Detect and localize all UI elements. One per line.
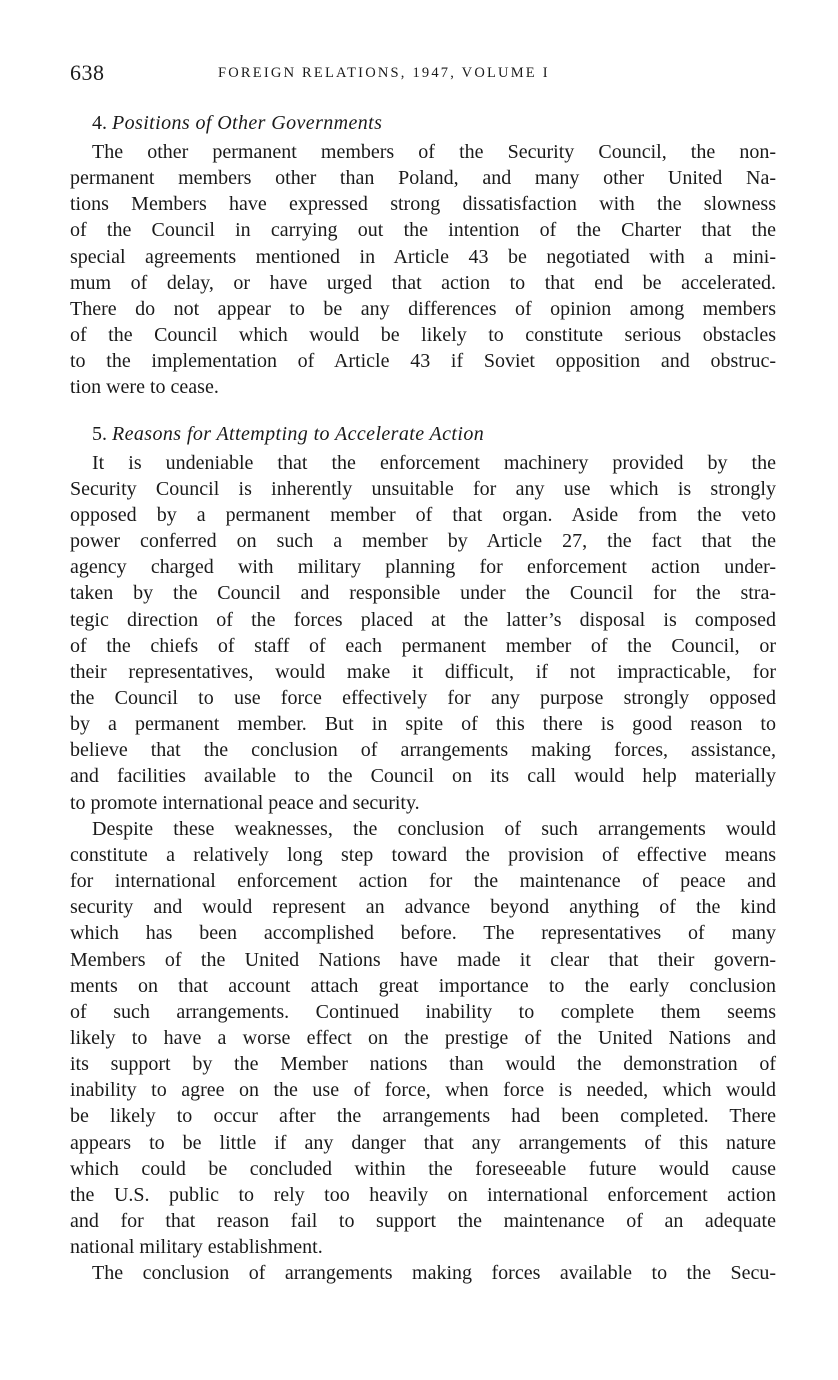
text-line: likely to have a worse effect on the prestige of the United Nations and [70, 1027, 776, 1049]
running-title: FOREIGN RELATIONS, 1947, VOLUME I [218, 65, 550, 81]
text-line: and for that reason fail to support the maintenance of an adequate [70, 1210, 776, 1233]
text-line: their representatives, would make it difficult, if not impracticable, for [70, 660, 776, 683]
text-line: Security Council is inherently unsuitable for any use which is strongly [70, 477, 776, 500]
text-line: of the chiefs of staff of each permanent member of the Council, or [70, 634, 776, 657]
text-line: appears to be little if any danger that any arrangements of this nature [70, 1131, 776, 1154]
text-line: tion were to cease. [70, 376, 219, 399]
text-line: the Council to use force effectively for any purpose strongly opposed [70, 686, 776, 709]
text-line: taken by the Council and responsible under the Council for the stra- [70, 582, 776, 605]
text-line: constitute a relatively long step toward the provision of effective means [70, 843, 776, 866]
document-page [70, 60, 776, 1287]
text-line: of the Council in carrying out the intention of the Charter that the [70, 219, 776, 242]
text-line: which could be concluded within the foreseeable future would cause [70, 1157, 776, 1180]
text-line: agency charged with military planning for enforcement action under- [70, 556, 776, 579]
paragraph [70, 139, 776, 401]
page-number: 638 [70, 60, 105, 85]
text-line: Despite these weaknesses, the conclusion of such arrangements would [92, 817, 776, 840]
text-line: The conclusion of arrangements making forces available to the Secu- [92, 1262, 776, 1285]
section-title: Positions of Other Governments [112, 112, 383, 134]
text-line: ments on that account attach great importance to the early conclusion [70, 974, 776, 997]
text-line: believe that the conclusion of arrangements making forces, assistance, [70, 739, 776, 762]
text-line: mum of delay, or have urged that action to that end be accelerated. [70, 271, 776, 294]
text-line: tegic direction of the forces placed at the latter’s disposal is composed [70, 608, 776, 631]
section-number: 4. [92, 112, 107, 134]
text-line: There do not appear to be any differences of opinion among members [70, 297, 776, 320]
section-heading [70, 421, 776, 447]
section-positions-of-other-governments [70, 110, 776, 401]
text-line: for international enforcement action for the maintenance of peace and [70, 870, 776, 893]
text-line: by a permanent member. But in spite of this there is good reason to [70, 713, 776, 736]
text-line: The other permanent members of the Security Council, the non- [92, 141, 776, 163]
text-line: to promote international peace and security. [70, 791, 420, 814]
section-heading [70, 110, 776, 136]
text-line: tions Members have expressed strong dissatisfaction with the slowness [70, 193, 776, 216]
text-line: opposed by a permanent member of that organ. Aside from the veto [70, 503, 776, 526]
section-reasons-for-attempting-to-accelerate-action [70, 421, 776, 1287]
text-line: Members of the United Nations have made it clear that their govern- [70, 948, 776, 971]
section-number: 5. [92, 422, 107, 445]
section-title: Reasons for Attempting to Accelerate Action [112, 422, 485, 445]
text-line: the U.S. public to rely too heavily on international enforcement action [70, 1183, 776, 1206]
text-line: It is undeniable that the enforcement machinery provided by the [92, 451, 776, 474]
text-line: security and would represent an advance beyond anything of the kind [70, 896, 776, 919]
text-line: its support by the Member nations than would the demonstration of [70, 1053, 776, 1076]
text-line: national military establishment. [70, 1236, 323, 1259]
paragraph [70, 816, 776, 1261]
text-line: and facilities available to the Council on its call would help materially [70, 765, 776, 788]
text-line: be likely to occur after the arrangements had been completed. There [70, 1105, 776, 1128]
text-line: permanent members other than Poland, and many other United Na- [70, 167, 776, 190]
text-line: which has been accomplished before. The representatives of many [70, 922, 776, 945]
paragraph [70, 1260, 776, 1286]
text-line: to the implementation of Article 43 if Soviet opposition and obstruc- [70, 350, 776, 373]
text-line: of the Council which would be likely to constitute serious obstacles [70, 324, 776, 347]
running-header [70, 60, 776, 90]
text-line: power conferred on such a member by Article 27, the fact that the [70, 530, 776, 553]
text-line: of such arrangements. Continued inability to complete them seems [70, 1000, 776, 1023]
paragraph [70, 450, 776, 816]
text-line: inability to agree on the use of force, when force is needed, which would [70, 1079, 776, 1102]
text-line: special agreements mentioned in Article 43 be negotiated with a mini- [70, 245, 776, 268]
